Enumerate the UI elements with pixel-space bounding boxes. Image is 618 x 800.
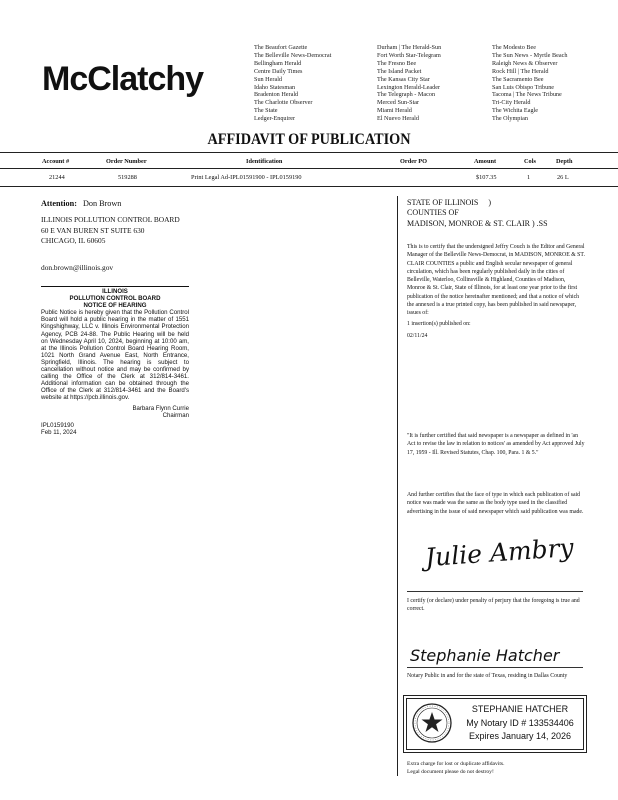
address-line: 60 E VAN BUREN ST SUITE 630 [41,225,145,235]
cell-depth: 26 L [557,174,569,181]
notice-heading: ILLINOIS [102,288,128,295]
legal-notice-clipping [41,286,189,436]
paper-name: The Modesto Bee [492,44,536,51]
notice-body: Public Notice is hereby given that the Pollution Control Board will hold a public hearing in the matter of 1551 Kingshighway, LLC v. Illinois Environmental Protection Agency, PCB 24-88. The Public Hearing will be held on Wednesday April 10, 2024, beginning at 10:00 am, at the Illinois Pollution Control Board Hearing Room, 1021 North Grand Avenue East, North Entrance, Springfield, Illinois. The hearing is subject to cancellation without notice and may be confirmed by calling the Office of the Clerk at 312/814-3461. Additional information can be obtained through the Office of the Clerk at 312/814-3461 and the Board's website at https://pcb.illinois.gov. [41,309,189,402]
cell-amount: $107.35 [476,174,497,181]
paper-name: The Wichita Eagle [492,107,539,115]
paper-name: The Fresno Bee [377,59,417,67]
notary-statement: Notary Public in and for the state of Texas, residing in Dallas County [407,673,568,679]
notary-signature: Stephanie Hatcher [410,646,560,665]
attention-label: Attention: [41,199,77,208]
papers-column-3 [492,44,567,123]
papers-column-1 [254,44,331,123]
paper-name: The State [254,107,278,115]
address-line: ILLINOIS POLLUTION CONTROL BOARD [41,215,180,224]
paper-name: The Kansas City Star [377,75,430,83]
mailing-address [41,215,180,247]
paper-name: The Sacramento Bee [492,75,544,83]
certification-paragraph: This is to certify that the undersigned Jeffry Couch is the Editor and General Manager of the Belleville News-Democrat, in MADISON, MONROE & ST. CLAIR COUNTIES a public and English secular newspaper of general circulation, which has been regularly published daily in the cities of Belleville, Waterloo, Collinsville & Highland, Counties of Madison, Monroe & St. Clair, State of Illinois, for at least one year prior to the first publication of the notice hereinafter mentioned; and that a notice of which the annexed is a true printed copy, has been published in said newspaper, issues of: [407,244,585,317]
footer-line: Extra charge for lost or duplicate affidavits. [407,761,505,767]
paper-name: San Luis Obispo Tribune [492,83,555,91]
paper-name: The Island Packet [377,67,422,75]
mcclatchy-logo: McClatchy [42,60,204,98]
table-row [0,174,618,184]
notice-signer-title: Chairman [162,411,189,419]
paper-name: Tacoma | The News Tribune [492,91,562,99]
cell-order-number: 519288 [118,174,137,181]
table-top-rule [0,152,618,153]
header-cols: Cols [524,158,536,165]
notary-stamp [406,698,584,750]
paper-name: Bradenton Herald [254,91,299,99]
cell-account: 21244 [49,174,65,181]
paper-name: Miami Herald [377,107,412,115]
paper-name: The Belleville News-Democrat [254,51,332,59]
attention-value: Don Brown [82,199,122,208]
editor-signature: Julie Ambry [424,532,575,573]
notary-seal-icon [411,702,453,744]
cell-cols: 1 [527,174,531,181]
header-order-po: Order PO [400,158,427,165]
stamp-text [457,703,583,744]
footer-line: Legal document please do not destroy! [407,769,494,775]
paper-name: The Sun News - Myrtle Beach [492,51,568,59]
table-bottom-rule [0,186,618,187]
paper-name: Ledger-Enquirer [254,115,296,123]
table-mid-rule [0,168,618,169]
venue-line: COUNTIES OF [407,208,459,218]
stamp-notary-id: My Notary ID # 133534406 [466,717,574,728]
contact-email: don.brown@illinois.gov [41,263,114,272]
paper-name: Raleigh News & Observer [492,59,558,67]
perjury-statement: I certify (or declare) under penalty of perjury that the foregoing is true and correct. [407,598,580,613]
certification-text [407,243,585,340]
column-divider [397,196,398,776]
newspaper-definition-paragraph: "It is further certified that said newspaper is a newspaper as defined in 'an Act to revise the law in relation to notices' as amended by Act approved July 17, 1959 - Ill. Revised Statutes, Chap. 100, Para. 1 & 5." [407,433,585,456]
notice-ref: IPL0159190 [41,421,74,429]
attention-line [41,199,121,208]
paper-name: Bellingham Herald [254,59,302,67]
signature-line [407,667,583,668]
notice-signer: Barbara Flynn Currie [132,404,189,412]
document-title: AFFIDAVIT OF PUBLICATION [207,131,411,148]
paper-name: The Telegraph - Macon [377,91,436,99]
notice-date: Feb 11, 2024 [41,428,77,436]
paper-name: Tri-City Herald [492,99,531,107]
paper-name: Idaho Statesman [254,83,296,91]
paper-name: El Nuevo Herald [377,115,419,123]
papers-column-2 [377,44,441,123]
header-account: Account # [42,158,70,165]
notice-heading: NOTICE OF HEARING [83,302,147,310]
type-face-paragraph: And further certifies that the face of type in which each publication of said notice was made was the same as the body type used in the classified advertising in the issue of said newspaper which said publication was made. [407,492,584,515]
header-depth: Depth [556,158,573,165]
paper-name: The Charlotte Observer [254,99,313,107]
paper-name: The Olympian [492,115,528,123]
header-identification: Identification [246,158,283,165]
paper-name: Lexington Herald-Leader [377,83,441,91]
notice-heading: POLLUTION CONTROL BOARD [69,295,161,303]
venue-block [407,198,548,229]
publication-date: 02/11/24 [407,332,428,339]
paper-name: Centre Daily Times [254,67,303,75]
paper-name: Fort Worth Star-Telegram [377,51,441,59]
signature-line [407,591,583,592]
paper-name: Sun Herald [254,75,283,83]
venue-line: STATE OF ILLINOIS ) [407,198,492,207]
paper-name: Merced Sun-Star [377,99,420,107]
venue-line: MADISON, MONROE & ST. CLAIR ) .SS [407,218,548,228]
footer-notes [407,760,597,776]
stamp-expiration: Expires January 14, 2026 [468,731,572,741]
cell-identification: Print Legal Ad-IPL01591900 - IPL0159190 [191,174,302,181]
table-header-row [0,158,618,168]
address-line: CHICAGO, IL 60605 [41,236,106,246]
paper-name: Rock Hill | The Herald [492,67,549,75]
paper-name: Durham | The Herald-Sun [377,44,442,51]
insertion-count: 1 insertion(s) published on: [407,320,471,327]
header-order-number: Order Number [106,158,147,165]
header-amount: Amount [474,158,497,165]
stamp-name: STEPHANIE HATCHER [471,704,569,714]
paper-name: The Beaufort Gazette [254,44,308,51]
